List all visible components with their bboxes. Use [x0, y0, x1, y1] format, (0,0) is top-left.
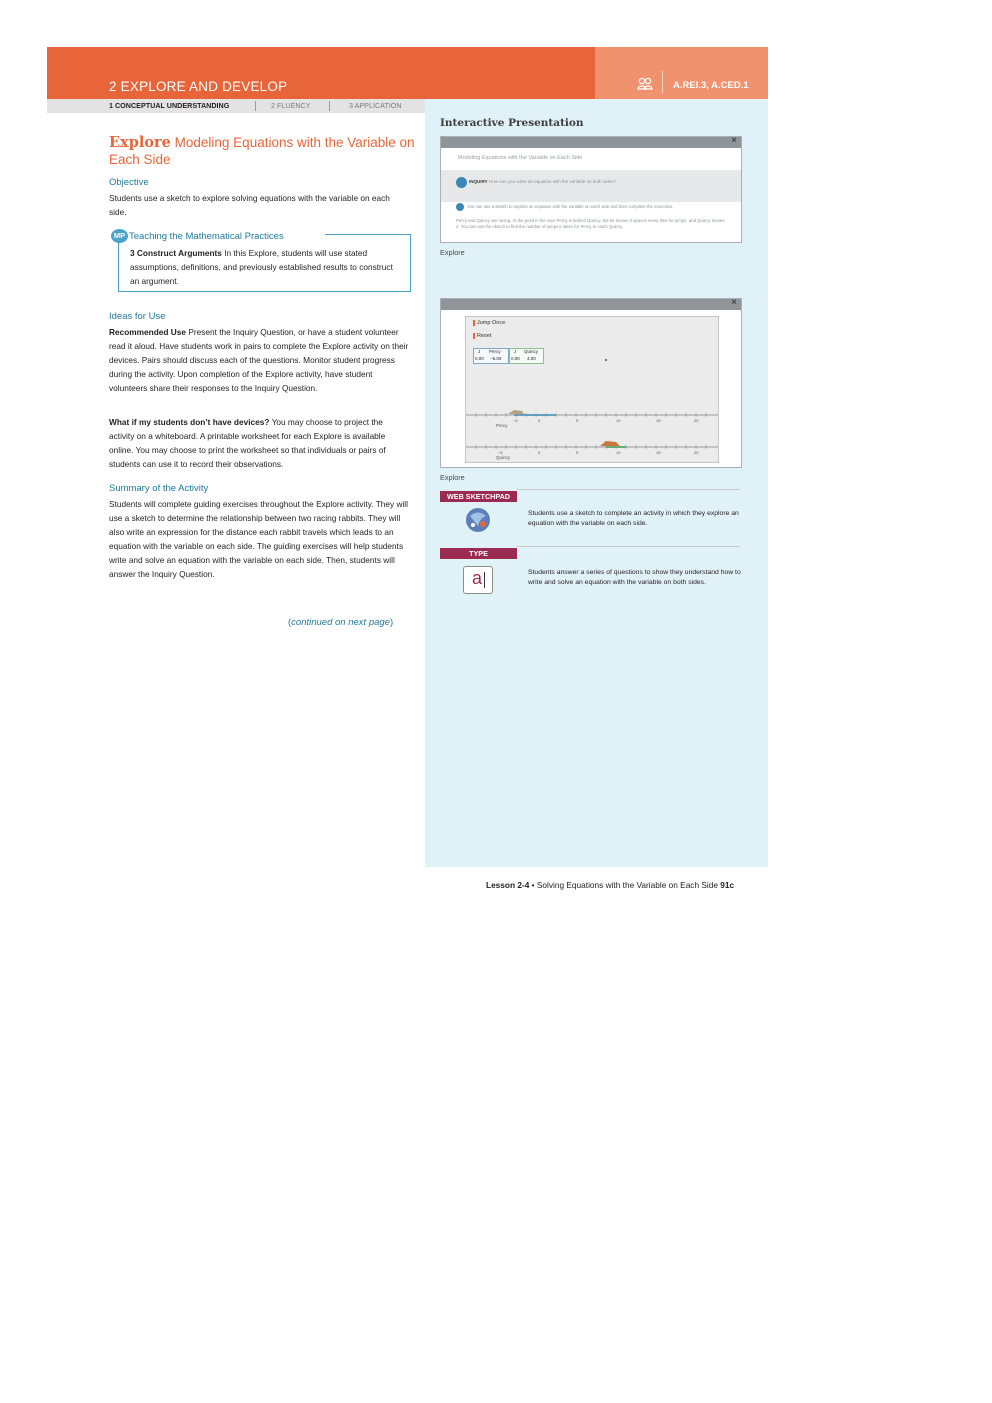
tick-label: −5	[513, 418, 518, 423]
table-cell: 4.00	[527, 356, 536, 361]
sketch-canvas[interactable]	[465, 316, 719, 463]
inquiry-band	[441, 170, 741, 202]
screen-title: Modeling Equations with the Variable on Each Side	[458, 155, 583, 161]
percy-label: Percy	[496, 423, 508, 428]
quincy-rabbit-icon	[600, 441, 620, 446]
ideas-paragraph-2	[109, 415, 409, 471]
divider	[517, 546, 740, 547]
objective-heading: Objective	[109, 177, 149, 188]
footer-bullet: •	[529, 880, 537, 890]
tick-label: 15	[656, 450, 661, 455]
footer-title: Solving Equations with the Variable on Each Side	[536, 880, 721, 890]
tab-divider	[255, 101, 256, 111]
tick-label: 20	[694, 450, 699, 455]
tick-label: 20	[694, 418, 699, 423]
text-cursor	[484, 572, 485, 588]
no-devices-label: What if my students don’t have devices?	[109, 417, 270, 427]
table-header: Percy	[489, 349, 501, 354]
tick-label: 5	[576, 418, 579, 423]
page-footer	[486, 880, 734, 890]
practices-text	[130, 246, 402, 288]
jump-once-button[interactable]: Jump Once	[473, 320, 505, 326]
explore-title	[109, 134, 419, 168]
footer-page: 91c	[720, 880, 735, 890]
interactive-presentation-heading: Interactive Presentation	[440, 117, 584, 129]
table-cell: 0.00	[475, 356, 484, 361]
footer-lesson: Lesson 2-4	[486, 880, 530, 890]
ideas-heading: Ideas for Use	[109, 311, 166, 322]
divider	[517, 489, 740, 490]
practices-heading: Teaching the Mathematical Practices	[129, 231, 284, 242]
quincy-table	[509, 348, 544, 364]
inquiry-icon	[456, 177, 467, 188]
no-devices-text: You may choose to project the activity on a whiteboard. A printable worksheet for each Explore is available online. You may choose to print the worksheet so that individuals or pairs of students can use it to record their observations.	[109, 417, 386, 469]
summary-heading: Summary of the Activity	[109, 483, 209, 494]
mp-badge-icon: MP	[111, 229, 128, 243]
type-icon-letter: a	[472, 568, 483, 588]
type-icon	[463, 566, 493, 594]
tick-label: 10	[616, 450, 621, 455]
window-titlebar	[441, 137, 741, 148]
explore-title-rest: Modeling Equations with the Variable on Each Side	[109, 135, 415, 167]
tick-label: 0	[538, 450, 541, 455]
explore-title-bold: Explore	[109, 134, 171, 151]
tab-application[interactable]: 3 APPLICATION	[349, 101, 402, 110]
step-text: You can use a sketch to explore an equation with the variable on each side and then complete the exercises.	[467, 204, 674, 209]
tab-fluency[interactable]: 2 FLUENCY	[271, 101, 311, 110]
tick-label: −5	[498, 450, 503, 455]
ideas-paragraph-1	[109, 325, 409, 395]
explore-screen-2	[440, 298, 742, 468]
window-titlebar	[441, 299, 741, 310]
table-header: J	[514, 349, 517, 354]
section-title: 2 EXPLORE AND DEVELOP	[109, 79, 288, 94]
reset-button[interactable]: Reset	[473, 333, 491, 339]
tick-label: 10	[616, 418, 621, 423]
practices-bold: 3 Construct Arguments	[130, 248, 222, 258]
explore-screen-1	[440, 136, 742, 243]
summary-text: Students will complete guiding exercises throughout the Explore activity. They will use a sketch to determine the relationship between two racing rabbits. They will also write an expression for the distance each rabbit travels which leads to an equation with the variable on each side. The guiding exercises will help students write and solve an equation with the variable on each side. Then, students will answer the Inquiry Question.	[109, 499, 408, 579]
percy-rabbit-icon	[508, 410, 524, 414]
inquiry-label: INQUIRY	[469, 179, 488, 184]
type-tag: TYPE	[440, 548, 517, 559]
header-divider	[662, 71, 663, 93]
table-cell: −5.00	[490, 356, 502, 361]
standards-label: A.REI.3, A.CED.1	[673, 80, 749, 91]
standards-header	[595, 47, 768, 99]
type-text: Students answer a series of questions to show they understand how to write and solve an equation with the variable on both sides.	[528, 569, 741, 586]
table-header: J	[478, 349, 481, 354]
phase-tabs	[47, 99, 425, 113]
point-marker	[605, 359, 607, 361]
web-sketchpad-text: Students use a sketch to complete an activity in which they explore an equation with the variable on each side.	[528, 510, 739, 527]
continued-note	[288, 617, 393, 628]
tab-divider	[329, 101, 330, 111]
practices-body: In this Explore, students will use stated assumptions, definitions, and previously established results to construct an argument.	[130, 248, 393, 286]
tab-conceptual-understanding[interactable]: 1 CONCEPTUAL UNDERSTANDING	[109, 101, 230, 110]
continued-close: )	[389, 617, 394, 628]
recommended-use-text: Present the Inquiry Question, or have a student volunteer read it aloud. Have students work in pairs to complete the Explore activity on their devices. Pairs should discuss each of the questions. Monitor student progress during the activity. Upon completion of the Explore activity, have student volunteers share their responses to the Inquiry Question.	[109, 327, 409, 393]
table-header: Quincy	[524, 349, 539, 354]
table-cell: 0.00	[511, 356, 520, 361]
close-icon[interactable]: ×	[731, 297, 737, 308]
quincy-label: Quincy	[496, 455, 511, 460]
continued-text: continued on next page	[291, 617, 390, 628]
percy-table	[473, 348, 509, 364]
screen-2-caption: Explore	[440, 473, 465, 482]
screen-1-caption: Explore	[440, 248, 465, 257]
tick-label: 0	[538, 418, 541, 423]
web-sketchpad-tag: WEB SKETCHPAD	[440, 491, 517, 502]
scenario-text: Percy and Quincy are racing. At the point in the race Percy is behind Quincy, but he moves 3 spaces every time he jumps, and Quincy moves 2. You can use the sketch to find the number of jumps it takes for Percy to catch Quincy.	[456, 218, 725, 229]
objective-text: Students use a sketch to explore solving equations with the variable on each side.	[109, 193, 390, 217]
web-sketchpad-icon	[465, 507, 491, 533]
close-icon[interactable]: ×	[731, 135, 737, 146]
tick-label: 5	[576, 450, 579, 455]
group-icon	[637, 77, 653, 91]
continued-open: (	[288, 617, 292, 628]
recommended-use-label: Recommended Use	[109, 327, 187, 337]
tick-label: 15	[656, 418, 661, 423]
step-icon	[456, 203, 464, 211]
section-header	[47, 47, 595, 99]
inquiry-question: How can you solve an equation with the variable on both sides?	[489, 179, 616, 184]
